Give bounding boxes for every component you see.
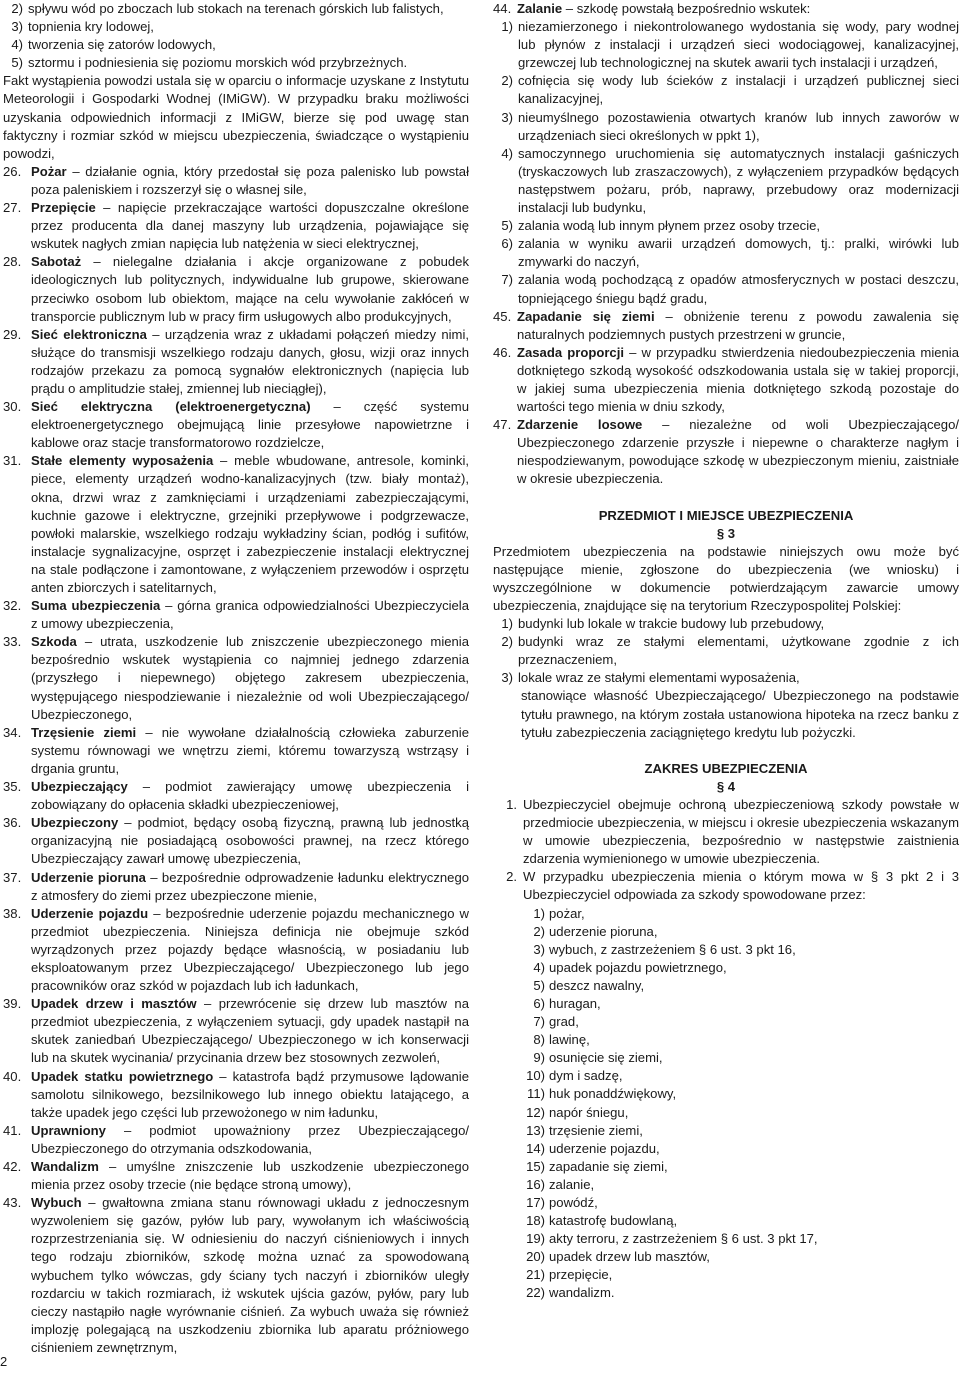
item-text: niezamierzonego i niekontrolowanego wydostania się wody, pary wodnej lub płynów z instalacji i urządzeń sieci wodociągowej, kanalizacyjnej, grzewczej lub technologicznej na skutek awarii tych instalacji i urządzeń,	[518, 19, 959, 71]
definition-item	[493, 344, 959, 416]
risk-item	[517, 1194, 959, 1212]
item-number: 19)	[526, 1231, 545, 1247]
item-text: uderzenie pioruna,	[549, 923, 658, 939]
item-text: zalania w wyniku awarii urządzeń domowych, tj.: pralki, wirówki lub zmywarki do naczyń,	[518, 236, 959, 270]
item-number: 13)	[526, 1122, 545, 1138]
item-text: cofnięcia się wody lub ścieków z instalacji i urządzeń publicznej sieci kanalizacyjnej,	[518, 73, 959, 107]
item-number: 10)	[526, 1068, 545, 1084]
definition-body: Uderzenie pioruna – bezpośrednie odprowadzenie ładunku elektrycznego z atmosfery do ziemi przez ubezpieczone mienie,	[31, 869, 470, 903]
item-text: uderzenie pojazdu,	[549, 1140, 660, 1156]
definition-number: 33.	[3, 634, 22, 650]
risk-item	[517, 1176, 959, 1194]
risk-item	[517, 1104, 959, 1122]
definition-item	[3, 326, 469, 398]
risk-item	[517, 1212, 959, 1230]
item-number: 1)	[501, 19, 513, 35]
definitions-list	[3, 163, 469, 1357]
definition-term: Zdarzenie losowe	[517, 417, 643, 433]
risk-item	[517, 977, 959, 995]
item-number: 12)	[526, 1104, 545, 1120]
flood-paragraph: Fakt wystąpienia powodzi ustala się w oparciu o informacje uzyskane z Instytutu Meteorologii i Gospodarki Wodnej (IMiGW). W przypadku braku możliwości uzyskania odpowiednich informacji z IMiGW, bierze się pod uwagę stan faktyczny i rozmiar szkód w miejscu ubezpieczenia, świadczące o wystąpieniu powodzi,	[3, 73, 469, 161]
definition-number: 30.	[3, 399, 22, 415]
definition-text: bezpośrednie uderzenie pojazdu mechanicznego w przedmiot ubezpieczenia. Niniejsza definicja nie obejmuje szkód wyrządzonych przez pojazdy będące własnością, w posiadaniu lub eksploatowanym przez Ubezpieczającego/ Ubezpieczonego lub jego pracowników oraz szkód w pojazdach lub ich ładunkach,	[31, 905, 470, 994]
definition-number: 32.	[3, 598, 22, 614]
definition-body: Suma ubezpieczenia – górna granica odpowiedzialności Ubezpieczyciela z umowy ubezpieczenia,	[31, 598, 469, 632]
definition-text: część systemu elektroenergetycznego obejmującą linie przesyłowe napowietrzne i kablowe oraz stacje transformatorowo rozdzielcze,	[31, 399, 469, 451]
item-text: dym i sadzę,	[549, 1068, 623, 1084]
definition-body: Wybuch – gwałtowna zmiana stanu równowagi układu z jednoczesnym wyzwoleniem się gazów, pyłów lub pary, wywołanym ich właściwością rozprzestrzeniania się. W odniesieniu do naczyń ciśnieniowych i innych tego rodzaju zbiorników, szkodę można uznać za spowodowaną wybuchem tylko wówczas, gdy ściany tych naczyń i zbiorników uległy rozdarciu w takich rozmiarach, iż wskutek ujścia gazów, pyłów, pary lub cieczy nastąpiło nagłe wyrównanie ciśnień. Za wybuch uważa się również implozję polegającą na uszkodzeniu zbiornika lub aparatu próżniowego ciśnieniem zewnętrznym,	[31, 1195, 469, 1355]
risk-item	[517, 1122, 959, 1140]
item-text: osunięcie się ziemi,	[549, 1050, 663, 1066]
risk-item	[517, 1158, 959, 1176]
item-number: 3)	[11, 19, 23, 35]
scope-point-2: 2. W przypadku ubezpieczenia mienia o którym mowa w § 3 pkt 2 i 3 Ubezpieczyciel odpowiada za szkody spowodowane przez:	[506, 869, 959, 903]
item-number: 2)	[501, 73, 513, 89]
risk-list	[517, 905, 959, 1303]
definition-term: Uprawniony	[31, 1122, 106, 1138]
definition-body: Trzęsienie ziemi – nie wywołane działalnością człowieka zaburzenie systemu równowagi we wnętrzu ziemi, któremu towarzyszą wstrząsy i drgania gruntu,	[31, 724, 469, 776]
definition-term: Trzęsienie ziemi	[31, 724, 137, 740]
definition-number: 36.	[3, 815, 22, 831]
item-text: upadek pojazdu powietrznego,	[549, 959, 727, 975]
definition-term: Szkoda	[31, 634, 77, 650]
definition-term: Zalanie	[517, 1, 563, 16]
item-number: 9)	[533, 1050, 545, 1066]
subject-item	[493, 633, 959, 669]
definition-item	[3, 905, 469, 995]
definition-body: Ubezpieczający – podmiot zawierający umowę ubezpieczenia i zobowiązany do opłacenia składki ubezpieczeniowej,	[31, 779, 470, 813]
definition-number: 41.	[3, 1122, 22, 1138]
definition-text: umyślne zniszczenie lub uszkodzenie ubezpieczonego mienia przez osoby trzecie (nie będące stroną umowy),	[31, 1159, 469, 1193]
definition-body: Uprawniony – podmiot upoważniony przez Ubezpieczającego/ Ubezpieczonego do otrzymania odszkodowania,	[31, 1122, 469, 1156]
definition-number: 34.	[3, 724, 22, 740]
risk-item	[517, 995, 959, 1013]
definition-text: bezpośrednie odprowadzenie ładunku elektrycznego z atmosfery do ziemi przez ubezpieczone mienie,	[31, 869, 470, 903]
item-text: trzęsienie ziemi,	[549, 1122, 643, 1138]
definition-body: Stałe elementy wyposażenia – meble wbudowane, antresole, kominki, piece, elementy urządzeń wodno-kanalizacyjnych (tzw. biały montaż), okna, drzwi wraz z zamknięciami i urządzeniami zabezpieczającymi, kuchnie gazowe i elektryczne, grzejniki przepływowe i podgrzewacze, powłoki malarskie, wszelkiego rodzaju wykładziny ścian, podłóg i sufitów, instalacje sygnalizacyjne, osprzęt i zabezpieczenie instalacji elektrycznej na stale podłączone i zamontowane, z wyłączeniem przewodów i osprzętu anten zbiorczych i satelitarnych,	[31, 453, 469, 595]
definition-term: Pożar	[31, 163, 67, 179]
item-number: 5)	[533, 977, 545, 993]
definition-item	[3, 253, 469, 325]
definition-term: Zapadanie się ziemi	[517, 308, 655, 324]
definition-body: Upadek drzew i masztów – przewrócenie się drzew lub masztów na przedmiot ubezpieczenia, z wyłączeniem sytuacji, gdy upadek nastąpił na skutek zaniedbań Ubezpieczającego/ Ubezpieczonego w ich konserwacji lub na skutek wycinania/ przycinania drzew bez stosownych zezwoleń,	[31, 996, 469, 1066]
definition-term: Uderzenie pojazdu	[31, 905, 149, 921]
right-column	[493, 0, 959, 1303]
definition-number: 27.	[3, 200, 22, 216]
item-number: 2)	[533, 923, 545, 939]
subject-item	[493, 669, 959, 687]
risk-item	[517, 1067, 959, 1085]
definition-text: w przypadku stwierdzenia niedoubezpieczenia mienia dotkniętego szkodą wysokość odszkodowania ustala się w takiej proporcji, w jakiej suma ubezpieczenia mienia dotkniętego szkodą pozostaje do wartości tego mienia w dniu szkody,	[517, 344, 959, 415]
paragraph-sign-4: § 4	[716, 778, 736, 794]
item-text: lawinę,	[549, 1032, 590, 1048]
item-text: upadek drzew lub masztów,	[549, 1249, 710, 1265]
item-text: topnienia kry lodowej,	[28, 19, 154, 35]
definition-term: Sabotaż	[31, 254, 82, 270]
definition-item	[3, 1194, 469, 1357]
definition-item	[3, 398, 469, 452]
definition-item	[3, 633, 469, 723]
item-number: 8)	[533, 1032, 545, 1048]
definition-term: Ubezpieczający	[31, 779, 128, 795]
definition-body: Zasada proporcji – w przypadku stwierdzenia niedoubezpieczenia mienia dotkniętego szkodą wysokość odszkodowania ustala się w takiej proporcji, w jakiej suma ubezpieczenia mienia dotkniętego szkodą pozostaje do wartości tego mienia w dniu szkody,	[517, 344, 959, 415]
item-number: 1)	[533, 905, 545, 921]
definition-body: Sabotaż – nielegalne działania i akcje organizowane z pobudek ideologicznych lub politycznych, indywidualne lub grupowe, skierowane przeciwko osobom lub obiektom, mające na celu wywołanie zakłóceń w transporcie publicznym lub w pracy firm usługowych albo produkcyjnych,	[31, 254, 469, 324]
flooding-cause-list	[493, 18, 959, 308]
item-number: 5)	[501, 218, 513, 234]
definition-body: Wandalizm – umyślne zniszczenie lub uszkodzenie ubezpieczonego mienia przez osoby trzecie (nie będące stroną umowy),	[31, 1159, 469, 1193]
definition-item	[3, 1158, 469, 1194]
definition-text: obniżenie terenu z powodu zawalenia się naturalnych podziemnych pustych przestrzeni w gruncie,	[517, 308, 959, 342]
definition-text: górna granica odpowiedzialności Ubezpieczyciela z umowy ubezpieczenia,	[31, 598, 469, 632]
item-number: 5)	[11, 55, 23, 71]
item-text: napór śniegu,	[549, 1104, 629, 1120]
subject-items	[493, 615, 959, 687]
list-item	[3, 0, 469, 18]
risk-item	[517, 1013, 959, 1031]
definition-number: 42.	[3, 1159, 22, 1174]
item-text: samoczynnego uruchomienia się automatycznych instalacji gaśniczych (tryskaczowych lub zraszaczowych), z wyłączeniem przypadków będących następstwem pożaru, prób, naprawy, przebudowy oraz modernizacji instalacji lub budynku,	[518, 145, 959, 216]
item-text: huragan,	[549, 995, 601, 1011]
item-text: akty terroru, z zastrzeżeniem § 6 ust. 3 pkt 17,	[549, 1231, 818, 1247]
definition-text: przewrócenie się drzew lub masztów na przedmiot ubezpieczenia, z wyłączeniem sytuacji, gdy upadek nastąpił na skutek zaniedbań Ubezpieczającego/ Ubezpieczonego w ich konserwacji lub na skutek wycinania/ przycinania drzew bez stosownych zezwoleń,	[31, 996, 469, 1066]
definition-number: 44.	[493, 1, 512, 16]
paragraph-sign-3: § 3	[716, 525, 736, 541]
item-text: pożar,	[549, 905, 585, 921]
definition-body: Zapadanie się ziemi – obniżenie terenu z powodu zawalenia się naturalnych podziemnych pustych przestrzeni w gruncie,	[517, 308, 959, 342]
item-text: lokale wraz ze stałymi elementami wyposażenia,	[518, 670, 800, 686]
scope-point-1: 1. Ubezpieczyciel obejmuje ochroną ubezpieczeniową szkody powstałe w przedmiocie ubezpieczenia, w miejscu i okresie ubezpieczenia wskazanym w umowie ubezpieczenia, bezpośrednio w następstwie zaistnienia zdarzenia wymienionego w umowie ubezpieczenia.	[506, 796, 959, 867]
item-number: 1)	[501, 616, 513, 632]
item-number: 7)	[501, 272, 513, 288]
page-number: 2	[0, 1354, 8, 1369]
item-text: grad,	[549, 1014, 579, 1030]
section-title-scope: ZAKRES UBEZPIECZENIA	[644, 760, 808, 776]
risk-item	[517, 1284, 959, 1302]
definition-number: 26.	[3, 163, 22, 179]
definition-number: 37.	[3, 869, 22, 885]
list-item	[3, 54, 469, 72]
item-text: nieumyślnego pozostawienia otwartych kranów lub innych zaworów w urządzeniach sieci określonych w ppkt 1),	[518, 109, 959, 143]
section-title-subject: PRZEDMIOT I MIEJSCE UBEZPIECZENIA	[598, 507, 854, 523]
definition-term: Sieć elektroniczna	[31, 326, 147, 342]
item-text: zalania wodą pochodzącą z opadów atmosferycznych w postaci deszczu, topniejącego śniegu bądź gradu,	[518, 272, 959, 306]
definition-term: Stałe elementy wyposażenia	[31, 453, 214, 469]
item-text: wybuch, z zastrzeżeniem § 6 ust. 3 pkt 16,	[549, 941, 796, 957]
item-text: zalania wodą lub innym płynem przez osoby trzecie,	[518, 218, 821, 234]
list-item	[493, 217, 959, 235]
definition-text: podmiot upoważniony przez Ubezpieczającego/ Ubezpieczonego do otrzymania odszkodowania,	[31, 1122, 469, 1156]
definition-number: 29.	[3, 326, 22, 342]
risk-item	[517, 1049, 959, 1067]
definition-body: Sieć elektryczna (elektroenergetyczna) – część systemu elektroenergetycznego obejmującą linie przesyłowe napowietrzne i kablowe oraz stacje transformatorowo rozdzielcze,	[31, 399, 469, 451]
definition-text: nie wywołane działalnością człowieka zaburzenie systemu równowagi we wnętrzu ziemi, któremu towarzyszą wstrząsy i drgania gruntu,	[31, 724, 469, 776]
item-number: 3)	[501, 670, 513, 686]
risk-item	[517, 905, 959, 923]
item-text: katastrofę budowlaną,	[549, 1213, 678, 1229]
definition-item	[3, 199, 469, 253]
definition-number: 38.	[3, 905, 22, 921]
definition-term: Przepięcie	[31, 200, 96, 216]
list-item	[3, 18, 469, 36]
list-item	[493, 145, 959, 217]
risk-item	[517, 1031, 959, 1049]
definition-item	[3, 597, 469, 633]
item-text: powódź,	[549, 1195, 598, 1210]
subject-outro: stanowiące własność Ubezpieczającego/ Ubezpieczonego na podstawie tytułu prawnego, na którym została ustanowiona hipoteka na rzecz banku z tytułu zabezpieczenia zaciągniętego kredytu lub pożyczki.	[521, 688, 959, 740]
definition-text: meble wbudowane, antresole, kominki, piece, elementy urządzeń wodno-kanalizacyjnych (tzw. biały montaż), okna, drzwi wraz z zamknięciami i urządzeniami zabezpieczającymi, kuchnie gazowe i elektryczne, grzejniki przepływowe i podgrzewacze, powłoki malarskie, wszelkiego rodzaju wykładziny ścian, podłóg i sufitów, instalacje sygnalizacyjne, osprzęt i zabezpieczenie instalacji elektrycznej na stale podłączone i zamontowane, z wyłączeniem przewodów i osprzętu anten zbiorczych i satelitarnych,	[31, 453, 469, 595]
definition-number: 40.	[3, 1068, 22, 1084]
definition-item	[3, 814, 469, 868]
item-number: 3)	[501, 109, 513, 125]
item-text: budynki wraz ze stałymi elementami, użytkowane zgodnie z ich przeznaczeniem,	[518, 634, 959, 668]
definition-body: Szkoda – utrata, uszkodzenie lub zniszczenie ubezpieczonego mienia bezpośrednio wskutek wystąpienia co najmniej jednego zdarzenia (przyszłego i niepewnego) objętego zakresem ubezpieczenia, występującego niespodziewanie i niezależnie od woli Ubezpieczającego/ Ubezpieczonego,	[31, 634, 469, 722]
item-text: przepięcie,	[549, 1267, 613, 1283]
definition-term: Sieć elektryczna (elektroenergetyczna)	[31, 399, 311, 415]
definition-number: 47.	[493, 417, 512, 433]
definition-body: Przepięcie – napięcie przekraczające wartości dopuszczalne określone przez producenta dla danej maszyny lub urządzenia, pojawiające się wskutek nagłych zmian napięcia lub natężenia w sieci elektrycznej,	[31, 200, 469, 252]
definition-text: urządzenia wraz z układami połączeń miedzy nimi, służące do transmisji wszelkiego rodzaju danych, głosu, wizji oraz innych rodzajów przekazu za pomocą sygnałów elektronicznych (napięcia lub prądu o amplitudzie stałej, zmiennej lub nieciągłej),	[31, 326, 470, 396]
list-item	[493, 271, 959, 307]
definition-number: 39.	[3, 996, 22, 1012]
definition-item	[3, 724, 469, 778]
left-column	[3, 0, 469, 1357]
definition-number: 28.	[3, 254, 22, 270]
item-text: huk ponaddźwiękowy,	[549, 1086, 677, 1102]
item-text: tworzenia się zatorów lodowych,	[28, 37, 216, 53]
list-item	[493, 72, 959, 108]
definition-term: Upadek statku powietrznego	[31, 1068, 214, 1084]
definition-term: Wandalizm	[31, 1159, 99, 1174]
definition-text: gwałtowna zmiana stanu równowagi układu z jednoczesnym wyzwoleniem się gazów, pyłów lub pary, wywołanym ich właściwością rozprzestrzeniania się. W odniesieniu do naczyń ciśnieniowych i innych tego rodzaju zbiorników, szkodę można uznać za spowodowaną wybuchem tylko wówczas, gdy ściany tych naczyń i zbiorników uległy rozdarciu w takich rozmiarach, iż wskutek ujścia gazów, pyłów, pary lub cieczy nastąpiło nagłe wyrównanie ciśnień. Za wybuch uważa się również implozję polegającą na uszkodzeniu zbiornika lub aparatu próżniowego ciśnieniem zewnętrznym,	[31, 1195, 469, 1355]
item-number: 7)	[533, 1014, 545, 1030]
item-text: deszcz nawalny,	[549, 977, 645, 993]
definition-item	[3, 1068, 469, 1122]
definition-term: Upadek drzew i masztów	[31, 996, 197, 1012]
item-number: 4)	[501, 145, 513, 161]
item-number: 22)	[526, 1285, 545, 1301]
item-number: 17)	[526, 1195, 545, 1210]
subject-intro: Przedmiotem ubezpieczenia na podstawie niniejszych owu może być następujące mienie, zgłoszone do ubezpieczenia (we wniosku) i wyszczególnione w dokumencie potwierdzającym zawarcie umowy ubezpieczenia, znajdujące się na terytorium Rzeczypospolitej Polskiej:	[493, 543, 959, 613]
list-item	[493, 109, 959, 145]
definition-text: niezależne od woli Ubezpieczającego/ Ubezpieczonego zdarzenie przyszłe i niepewne o charakterze nagłym i niespodziewanym, powodujące szkodę w ubezpieczonym mieniu, zaistniałe w okresie ubezpieczenia.	[517, 417, 959, 487]
definitions-list-right	[493, 308, 959, 489]
flood-cause-list	[3, 0, 469, 72]
item-number: 16)	[526, 1176, 545, 1192]
definition-text: napięcie przekraczające wartości dopuszczalne określone przez producenta dla danej maszyny lub urządzenia, pojawiające się wskutek nagłych zmian napięcia lub natężenia w sieci elektrycznej,	[31, 200, 469, 252]
item-text: sztormu i podniesienia się poziomu morskich wód przybrzeżnych.	[28, 55, 408, 71]
item-number: 11)	[527, 1086, 545, 1102]
definition-text: podmiot, będący osobą fizyczną, prawną lub jednostką organizacyjną nie posiadającą osobowości prawnej, na rzecz którego Ubezpieczający zawarł umowę ubezpieczenia,	[31, 815, 469, 867]
risk-item	[517, 1248, 959, 1266]
definition-item	[493, 416, 959, 488]
definition-number: 43.	[3, 1195, 22, 1211]
definition-text: szkodę powstałą bezpośrednio wskutek:	[576, 1, 811, 16]
definition-number: 35.	[3, 779, 22, 795]
item-number: 18)	[526, 1213, 545, 1229]
item-text: spływu wód po zboczach lub stokach na terenach górskich lub falistych,	[28, 1, 444, 16]
definition-number: 45.	[493, 308, 512, 324]
definition-text: podmiot zawierający umowę ubezpieczenia i zobowiązany do opłacenia składki ubezpieczeniowej,	[31, 779, 470, 813]
risk-item	[517, 923, 959, 941]
definition-body: Upadek statku powietrznego – katastrofa bądź przymusowe lądowanie samolotu silnikowego, bezsilnikowego lub innego obiektu latającego, a także upadek jego części lub przewożonego w nim ładunku,	[31, 1068, 469, 1120]
item-text: wandalizm.	[549, 1285, 615, 1301]
definition-item	[3, 1122, 469, 1158]
item-number: 21)	[526, 1267, 545, 1283]
item-number: 6)	[501, 236, 513, 252]
risk-item	[517, 1085, 959, 1103]
definition-item	[493, 308, 959, 344]
definition-text: nielegalne działania i akcje organizowane z pobudek ideologicznych lub politycznych, indywidualne lub grupowe, skierowane przeciwko osobom lub obiektom, mające na celu wywołanie zakłóceń w transporcie publicznym lub w pracy firm usługowych albo produkcyjnych,	[31, 254, 469, 324]
definition-text: utrata, uszkodzenie lub zniszczenie ubezpieczonego mienia bezpośrednio wskutek wystąpienia co najmniej jednego zdarzenia (przyszłego i niepewnego) objętego zakresem ubezpieczenia, występującego niespodziewanie i niezależnie od woli Ubezpieczającego/ Ubezpieczonego,	[31, 634, 469, 722]
item-number: 20)	[526, 1249, 545, 1265]
item-number: 6)	[533, 995, 545, 1011]
definition-number: 46.	[493, 344, 512, 360]
definition-body: Sieć elektroniczna – urządzenia wraz z układami połączeń miedzy nimi, służące do transmisji wszelkiego rodzaju danych, głosu, wizji oraz innych rodzajów przekazu za pomocą sygnałów elektronicznych (napięcia lub prądu o amplitudzie stałej, zmiennej lub nieciągłej),	[31, 326, 470, 396]
list-item	[3, 36, 469, 54]
definition-term: Ubezpieczony	[31, 815, 119, 831]
definition-term: Suma ubezpieczenia	[31, 598, 161, 614]
item-number: 3)	[533, 941, 545, 957]
item-number: 2)	[11, 1, 23, 16]
definition-item	[3, 995, 469, 1067]
item-text: zalanie,	[549, 1176, 595, 1192]
risk-item	[517, 1266, 959, 1284]
list-item	[493, 18, 959, 72]
definition-item	[3, 452, 469, 597]
risk-item	[517, 1230, 959, 1248]
definition-body: Pożar – działanie ognia, który przedostał się poza palenisko lub powstał poza paleniskiem i rozszerzył się o własnej sile,	[31, 163, 469, 197]
item-text: budynki lub lokale w trakcie budowy lub przebudowy,	[518, 616, 825, 632]
definition-body: Uderzenie pojazdu – bezpośrednie uderzenie pojazdu mechanicznego w przedmiot ubezpieczenia. Niniejsza definicja nie obejmuje szkód wyrządzonych przez pojazdy będące własnością, w posiadaniu lub eksploatowanym przez Ubezpieczającego/ Ubezpieczonego lub jego pracowników oraz szkód w pojazdach lub ich ładunkach,	[31, 905, 470, 994]
definition-item	[3, 163, 469, 199]
definition-term: Zasada proporcji	[517, 344, 624, 360]
definition-item	[3, 869, 469, 905]
definition-term: Wybuch	[31, 1195, 82, 1211]
definition-text: katastrofa bądź przymusowe lądowanie samolotu silnikowego, bezsilnikowego lub innego obiektu latającego, a także upadek jego części lub przewożonego w nim ładunku,	[31, 1068, 469, 1120]
item-number: 4)	[533, 959, 545, 975]
item-number: 2)	[501, 634, 513, 650]
subject-item	[493, 615, 959, 633]
definition-44: 44. Zalanie – szkodę powstałą bezpośrednio wskutek:	[493, 0, 959, 18]
item-text: zapadanie się ziemi,	[549, 1158, 668, 1174]
definition-number: 31.	[3, 453, 22, 469]
risk-item	[517, 959, 959, 977]
definition-text: działanie ognia, który przedostał się poza palenisko lub powstał poza paleniskiem i rozszerzył się o własnej sile,	[31, 163, 469, 197]
definition-body: Ubezpieczony – podmiot, będący osobą fizyczną, prawną lub jednostką organizacyjną nie posiadającą osobowości prawnej, na rzecz którego Ubezpieczający zawarł umowę ubezpieczenia,	[31, 815, 469, 867]
risk-item	[517, 941, 959, 959]
item-number: 4)	[11, 37, 23, 53]
definition-item	[3, 778, 469, 814]
item-number: 15)	[526, 1158, 545, 1174]
list-item	[493, 235, 959, 271]
definition-term: Uderzenie pioruna	[31, 869, 146, 885]
definition-body: Zdarzenie losowe – niezależne od woli Ubezpieczającego/ Ubezpieczonego zdarzenie przyszłe i niepewne o charakterze nagłym i niespodziewanym, powodujące szkodę w ubezpieczonym mieniu, zaistniałe w okresie ubezpieczenia.	[517, 417, 959, 487]
risk-item	[517, 1140, 959, 1158]
item-number: 14)	[526, 1140, 545, 1156]
